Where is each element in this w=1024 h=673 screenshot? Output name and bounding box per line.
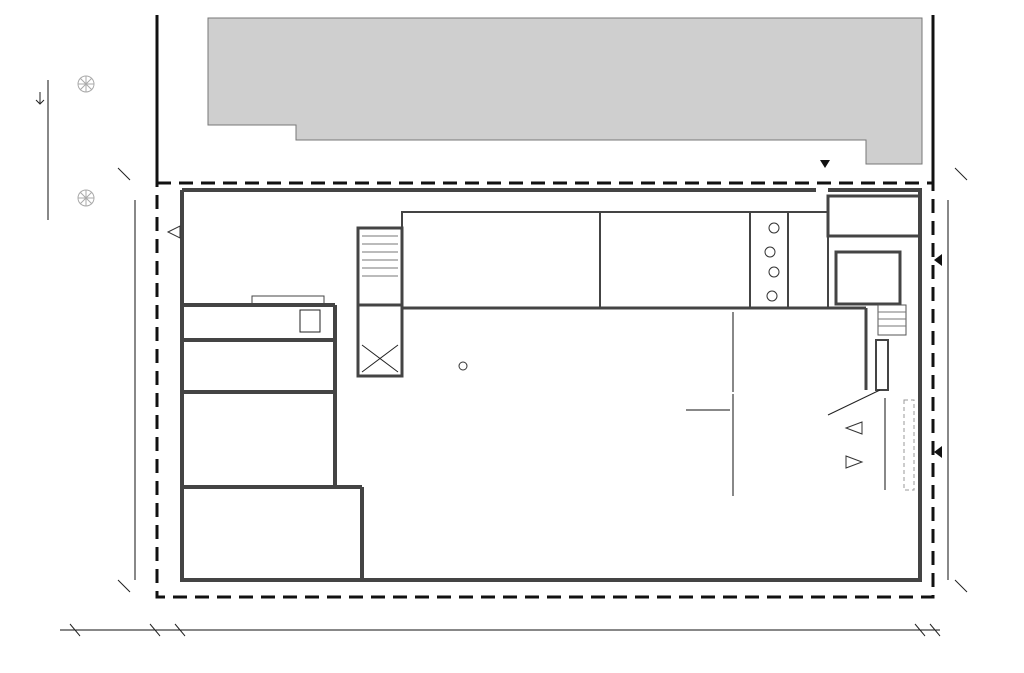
neighbor-building	[208, 18, 922, 164]
bike-room	[402, 212, 600, 308]
setback-ticks	[118, 168, 967, 592]
exit-top-icon	[820, 160, 830, 168]
ramp-stair	[878, 305, 906, 335]
garage-top-wall	[402, 308, 866, 390]
trash-leader	[828, 390, 880, 415]
stair-elev-core	[358, 228, 402, 376]
elevator-x-icon	[362, 345, 398, 372]
tree-icon	[78, 76, 94, 92]
arrow-right-icon	[846, 456, 862, 468]
garage-door	[904, 400, 914, 490]
trash-chute	[876, 340, 888, 390]
tree-icon	[78, 190, 94, 206]
stair-right-room	[836, 252, 900, 304]
accessible-icon	[765, 223, 779, 301]
garage-entry-icon	[934, 446, 942, 458]
traffic-arrow-icon	[36, 92, 44, 104]
main-entry-door-icon	[168, 226, 180, 238]
jan-closet	[300, 310, 320, 332]
elec-room	[788, 212, 828, 308]
interior-walls-left	[182, 305, 362, 580]
stair-treads	[362, 236, 398, 276]
comed-room	[828, 196, 920, 236]
accessible-stall-icon	[459, 362, 467, 370]
building-outline	[182, 190, 920, 580]
exit-right-icon	[934, 254, 942, 266]
ramp-treads	[878, 312, 906, 326]
arrow-left-icon	[846, 422, 862, 434]
storage-room	[600, 212, 750, 308]
